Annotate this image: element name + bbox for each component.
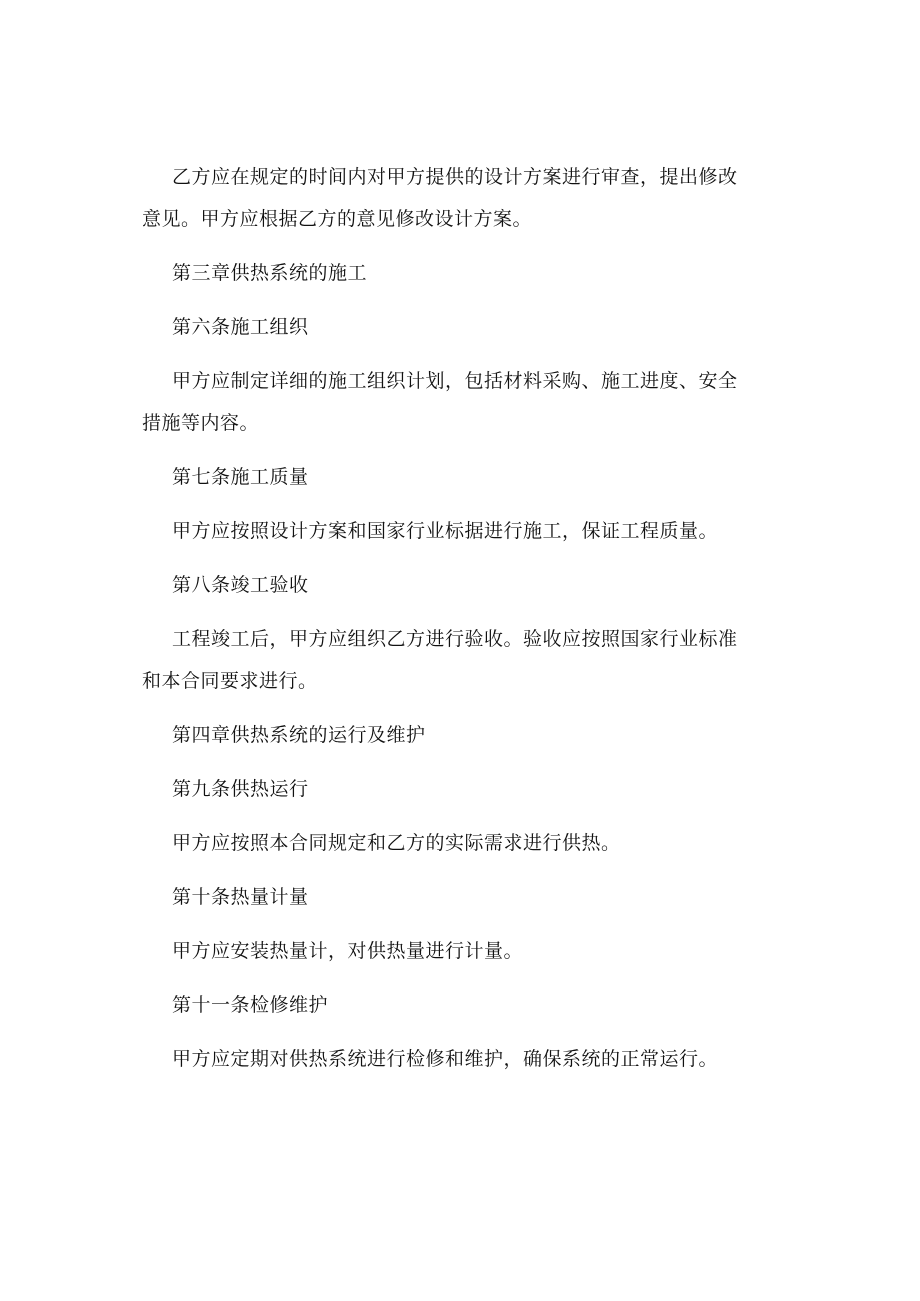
paragraph-text: 工程竣工后，甲方应组织乙方进行验收。验收应按照国家行业标准和本合同要求进行。 — [142, 628, 738, 692]
article-11-heading — [172, 984, 780, 1026]
paragraph-maintenance — [172, 1038, 780, 1080]
article-heading: 第十一条检修维护 — [172, 994, 329, 1016]
paragraph-text: 甲方应按照设计方案和国家行业标据进行施工，保证工程质量。 — [172, 520, 719, 542]
paragraph-completion-acceptance — [142, 618, 780, 702]
article-7-heading — [172, 456, 780, 498]
paragraph-text: 甲方应定期对供热系统进行检修和维护，确保系统的正常运行。 — [172, 1048, 719, 1070]
article-10-heading — [172, 876, 780, 918]
chapter-heading: 第四章供热系统的运行及维护 — [172, 724, 426, 746]
paragraph-text: 甲方应安装热量计，对供热量进行计量。 — [172, 940, 524, 962]
paragraph-heating-operation — [172, 822, 780, 864]
article-heading: 第九条供热运行 — [172, 778, 309, 800]
paragraph-heat-metering — [172, 930, 780, 972]
chapter-3-heading — [172, 252, 780, 294]
paragraph-text: 甲方应按照本合同规定和乙方的实际需求进行供热。 — [172, 832, 621, 854]
paragraph-text: 甲方应制定详细的施工组织计划，包括材料采购、施工进度、安全措施等内容。 — [142, 370, 738, 434]
article-heading: 第八条竣工验收 — [172, 574, 309, 596]
article-heading: 第十条热量计量 — [172, 886, 309, 908]
paragraph-design-review — [142, 156, 780, 240]
chapter-4-heading — [172, 714, 780, 756]
article-heading: 第六条施工组织 — [172, 316, 309, 338]
paragraph-construction-organization — [142, 360, 780, 444]
article-9-heading — [172, 768, 780, 810]
article-6-heading — [172, 306, 780, 348]
article-8-heading — [172, 564, 780, 606]
article-heading: 第七条施工质量 — [172, 466, 309, 488]
paragraph-construction-quality — [172, 510, 780, 552]
chapter-heading: 第三章供热系统的施工 — [172, 262, 368, 284]
paragraph-text: 乙方应在规定的时间内对甲方提供的设计方案进行审查，提出修改意见。甲方应根据乙方的意见修改设计方案。 — [142, 166, 738, 230]
